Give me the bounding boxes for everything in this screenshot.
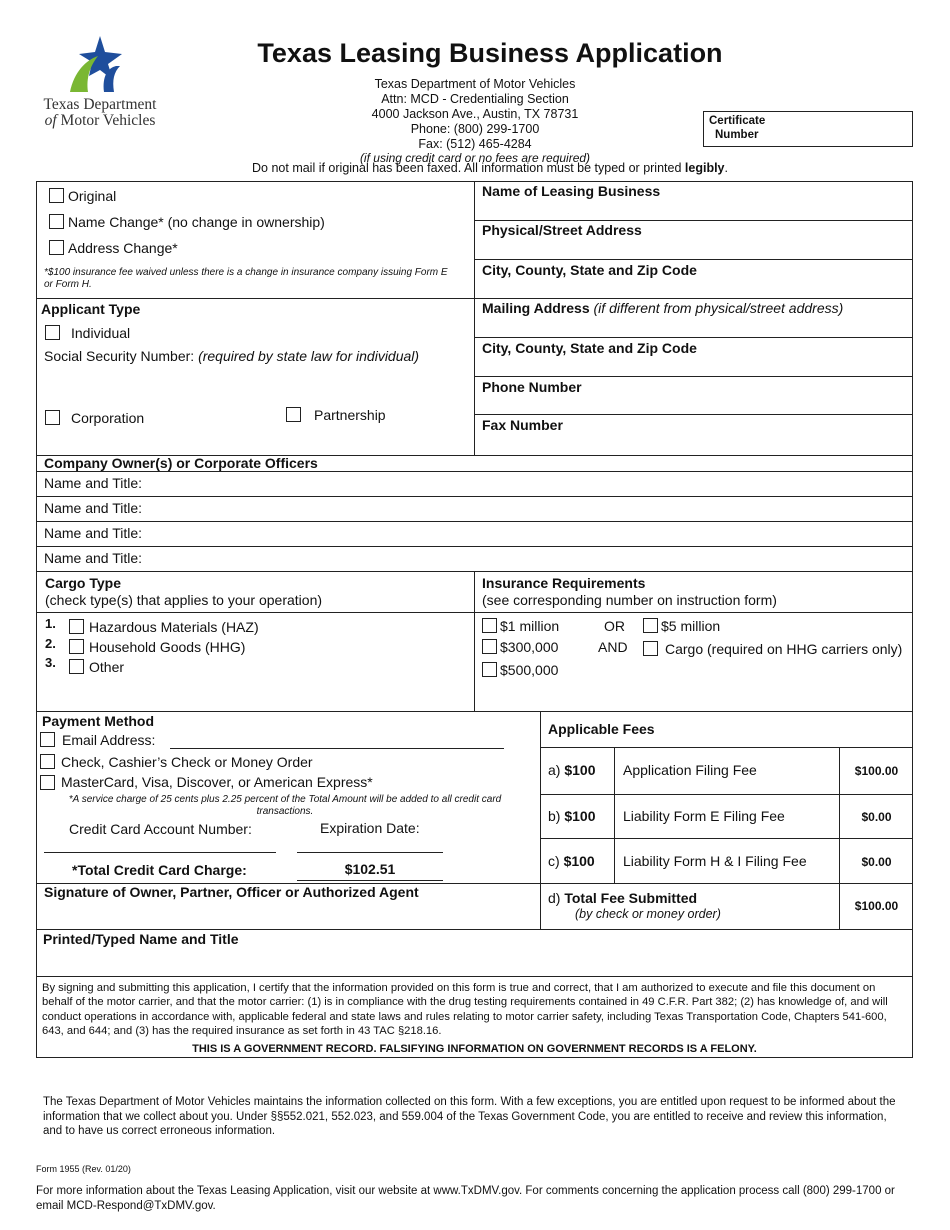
- expiration-date-label: Expiration Date:: [320, 820, 420, 836]
- cargo-hhg-label: Cargo (required on HHG carriers only): [665, 641, 903, 657]
- hazmat-checkbox[interactable]: [69, 619, 84, 634]
- name-change-label: Name Change* (no change in ownership): [68, 214, 325, 230]
- divider: [36, 546, 913, 547]
- divider: [36, 929, 913, 930]
- address-line: Texas Department of Motor Vehicles: [374, 77, 576, 91]
- total-fee-value: $100.00: [854, 899, 899, 913]
- business-name-input[interactable]: [480, 200, 908, 220]
- total-fee-label: [548, 890, 697, 906]
- total-fee-title: Total Fee Submitted: [564, 890, 698, 906]
- three-hundred-thousand-label: $300,000: [500, 639, 559, 655]
- original-checkbox[interactable]: [49, 188, 64, 203]
- fee-row-a-desc: Application Filing Fee: [623, 762, 757, 778]
- five-hundred-thousand-label: $500,000: [500, 662, 559, 678]
- privacy-notice: The Texas Department of Motor Vehicles maintains the information collected on this form. With a few exceptions, you are entitled upon request to be informed about the information that we collect about you. Under §§552.021, 552.023, and 559.004 of the Texas Government Code, you are entitled to receive and review this information, and to have us correct erroneous information.: [43, 1096, 896, 1137]
- household-goods-label: Household Goods (HHG): [89, 639, 246, 655]
- fee-row-a-value: $100.00: [854, 764, 899, 778]
- divider: [540, 838, 913, 839]
- divider: [474, 259, 913, 260]
- five-million-checkbox[interactable]: [643, 618, 658, 633]
- other-cargo-label: Other: [89, 659, 125, 675]
- total-fee-note: (by check or money order): [575, 907, 721, 921]
- divider: [36, 471, 913, 472]
- insurance-subtitle: (see corresponding number on instruction form): [482, 592, 777, 608]
- three-hundred-thousand-checkbox[interactable]: [482, 639, 497, 654]
- city-state-zip-input[interactable]: [480, 279, 908, 298]
- felony-warning: THIS IS A GOVERNMENT RECORD. FALSIFYING INFORMATION ON GOVERNMENT RECORDS IS A FELONY.: [192, 1043, 757, 1055]
- fee-row-c-code: [548, 853, 595, 869]
- other-cargo-checkbox[interactable]: [69, 659, 84, 674]
- logo-text-rest: Motor Vehicles: [56, 112, 156, 129]
- one-million-checkbox[interactable]: [482, 618, 497, 633]
- email-checkbox[interactable]: [40, 732, 55, 747]
- mailing-city-state-zip-label: City, County, State and Zip Code: [482, 340, 697, 356]
- page-title: Texas Leasing Business Application: [257, 38, 723, 68]
- fee-row-b-value: $0.00: [861, 810, 892, 824]
- divider: [540, 711, 541, 929]
- fee-amount: $100: [563, 853, 595, 869]
- logo-text-of: of: [44, 112, 57, 129]
- service-charge-note: *A service charge of 25 cents plus 2.25 percent of the Total Amount will be added to all credit card transactions.: [68, 794, 502, 817]
- divider: [614, 747, 615, 883]
- certificate-label-2: Number: [715, 129, 759, 141]
- insurance-footnote: *$100 insurance fee waived unless there is a change in insurance company issuing Form E or Form H.: [44, 267, 448, 290]
- address-line: 4000 Jackson Ave., Austin, TX 78731: [371, 107, 579, 121]
- cargo-type-subtitle: (check type(s) that applies to your operation): [45, 592, 323, 608]
- mail-note-bold: legibly: [684, 161, 725, 175]
- one-million-label: $1 million: [500, 618, 560, 634]
- expiration-date-input[interactable]: [297, 852, 443, 853]
- divider: [36, 612, 913, 613]
- partnership-checkbox[interactable]: [286, 407, 301, 422]
- fee-row-c-value: $0.00: [861, 855, 892, 869]
- owner-name-title-label[interactable]: Name and Title:: [44, 550, 143, 566]
- account-number-input[interactable]: [44, 852, 276, 853]
- mail-note-end: .: [724, 161, 728, 175]
- cargo-type-title: Cargo Type: [45, 575, 121, 591]
- corporation-label: Corporation: [71, 410, 145, 426]
- divider: [36, 976, 913, 977]
- ssn-label-text: Social Security Number:: [44, 348, 195, 364]
- fee-row-b-desc: Liability Form E Filing Fee: [623, 808, 785, 824]
- total-credit-card-value: $102.51: [344, 861, 396, 877]
- fee-code: b): [548, 808, 561, 824]
- mail-note-text: Do not mail if original has been faxed. All information must be typed or printed: [252, 161, 682, 175]
- email-label: Email Address:: [62, 732, 156, 748]
- physical-address-input[interactable]: [480, 239, 908, 259]
- phone-input[interactable]: [480, 396, 908, 414]
- business-name-label: Name of Leasing Business: [482, 183, 661, 199]
- cargo-hhg-checkbox[interactable]: [643, 641, 658, 656]
- address-line: Attn: MCD - Credentialing Section: [381, 92, 569, 106]
- cargo-item-number: 2.: [45, 636, 56, 651]
- divider: [474, 298, 913, 299]
- divider: [474, 376, 913, 377]
- owner-name-title-label[interactable]: Name and Title:: [44, 500, 143, 516]
- divider: [474, 571, 475, 711]
- logo-text-line1: Texas Department: [43, 96, 157, 113]
- address-line: Phone: (800) 299-1700: [410, 122, 540, 136]
- printed-name-input[interactable]: [40, 950, 908, 974]
- phone-label: Phone Number: [482, 379, 582, 395]
- signature-label: Signature of Owner, Partner, Officer or Authorized Agent: [44, 884, 419, 900]
- mailing-address-label: [482, 300, 843, 316]
- city-state-zip-label: City, County, State and Zip Code: [482, 262, 697, 278]
- check-money-order-label: Check, Cashier’s Check or Money Order: [61, 754, 313, 770]
- partnership-label: Partnership: [314, 407, 386, 423]
- certificate-label-1: Certificate: [709, 115, 766, 127]
- individual-label: Individual: [71, 325, 131, 341]
- ssn-label: [44, 348, 419, 364]
- mailing-address-input[interactable]: [480, 317, 908, 337]
- cargo-item-number: 1.: [45, 616, 56, 631]
- fax-input[interactable]: [480, 434, 908, 454]
- divider: [474, 414, 913, 415]
- applicable-fees-title: Applicable Fees: [548, 721, 655, 737]
- divider: [36, 521, 913, 522]
- mailing-address-note: (if different from physical/street address): [593, 300, 844, 316]
- and-label: AND: [598, 639, 628, 655]
- ssn-note: (required by state law for individual): [198, 348, 420, 364]
- fax-label: Fax Number: [482, 417, 563, 433]
- divider: [36, 298, 474, 299]
- star-logo-icon: [34, 34, 166, 96]
- address-change-label: Address Change*: [68, 240, 178, 256]
- fee-amount: $100: [564, 762, 596, 778]
- divider: [36, 711, 913, 712]
- total-credit-card-label: *Total Credit Card Charge:: [72, 862, 247, 878]
- mailing-address-title: Mailing Address: [482, 300, 590, 316]
- printed-name-label: Printed/Typed Name and Title: [43, 931, 239, 947]
- owner-name-title-label[interactable]: Name and Title:: [44, 525, 143, 541]
- individual-checkbox[interactable]: [45, 325, 60, 340]
- five-hundred-thousand-checkbox[interactable]: [482, 662, 497, 677]
- household-goods-checkbox[interactable]: [69, 639, 84, 654]
- fee-row-b-code: [548, 808, 596, 824]
- more-info: For more information about the Texas Leasing Application, visit our website at www.TxDMV.gov. For comments concerning the application process call (800) 299-1700 or email MCD-Respond@TxDMV.gov.: [36, 1185, 895, 1212]
- certificate-number-field[interactable]: [703, 111, 913, 147]
- applicant-type-title: Applicant Type: [41, 301, 141, 317]
- fee-code: a): [548, 762, 561, 778]
- name-change-checkbox[interactable]: [49, 214, 64, 229]
- address-line: Fax: (512) 465-4284: [418, 137, 532, 151]
- address-block: [325, 77, 625, 152]
- fee-row-a-code: [548, 762, 596, 778]
- account-number-label: Credit Card Account Number:: [69, 821, 252, 837]
- divider: [474, 220, 913, 221]
- corporation-checkbox[interactable]: [45, 410, 60, 425]
- fee-row-c-desc: Liability Form H & I Filing Fee: [623, 853, 807, 869]
- mail-note: [150, 161, 830, 175]
- divider: [540, 794, 913, 795]
- logo: [34, 34, 166, 130]
- owners-title: Company Owner(s) or Corporate Officers: [44, 455, 318, 471]
- divider: [36, 496, 913, 497]
- five-million-label: $5 million: [661, 618, 721, 634]
- check-money-order-checkbox[interactable]: [40, 754, 55, 769]
- owner-name-title-label[interactable]: Name and Title:: [44, 475, 143, 491]
- logo-text-line2: [34, 112, 166, 130]
- ssn-input[interactable]: [44, 366, 464, 390]
- hazmat-label: Hazardous Materials (HAZ): [89, 619, 259, 635]
- mailing-city-state-zip-input[interactable]: [480, 357, 908, 376]
- divider: [474, 337, 913, 338]
- total-credit-card-underline: [297, 880, 443, 881]
- or-label: OR: [604, 618, 625, 634]
- certification-text: By signing and submitting this application, I certify that the information provided on this form is true and correct, that I am authorized to execute and file this document on behalf of the motor carrier, and that the motor carrier: (1) is in compliance with the drug testing requirements contained in 49 C.F.R. Part 382; (2) has knowledge of, and will conduct operations in accordance with, applicable federal and state laws and rules relating to motor carrier safety, including Texas Transportation Code, Chapters 541-600, 643, and 644; and (3) has the required insurance as set forth in 43 TAC §218.16.: [42, 982, 888, 1037]
- payment-method-title: Payment Method: [42, 713, 155, 729]
- total-fee-code: d): [548, 890, 561, 906]
- signature-input[interactable]: [40, 901, 535, 927]
- fee-code: c): [548, 853, 560, 869]
- insurance-title: Insurance Requirements: [482, 575, 646, 591]
- credit-card-checkbox[interactable]: [40, 775, 55, 790]
- original-label: Original: [68, 188, 117, 204]
- credit-card-label: MasterCard, Visa, Discover, or American Express*: [61, 774, 373, 790]
- fax-note: (if using credit card or no fees are required): [359, 151, 591, 165]
- form-number: Form 1955 (Rev. 01/20): [36, 1164, 131, 1174]
- cargo-item-number: 3.: [45, 655, 56, 670]
- address-change-checkbox[interactable]: [49, 240, 64, 255]
- fee-amount: $100: [564, 808, 596, 824]
- email-input[interactable]: [170, 748, 504, 749]
- divider: [540, 747, 913, 748]
- physical-address-label: Physical/Street Address: [482, 222, 642, 238]
